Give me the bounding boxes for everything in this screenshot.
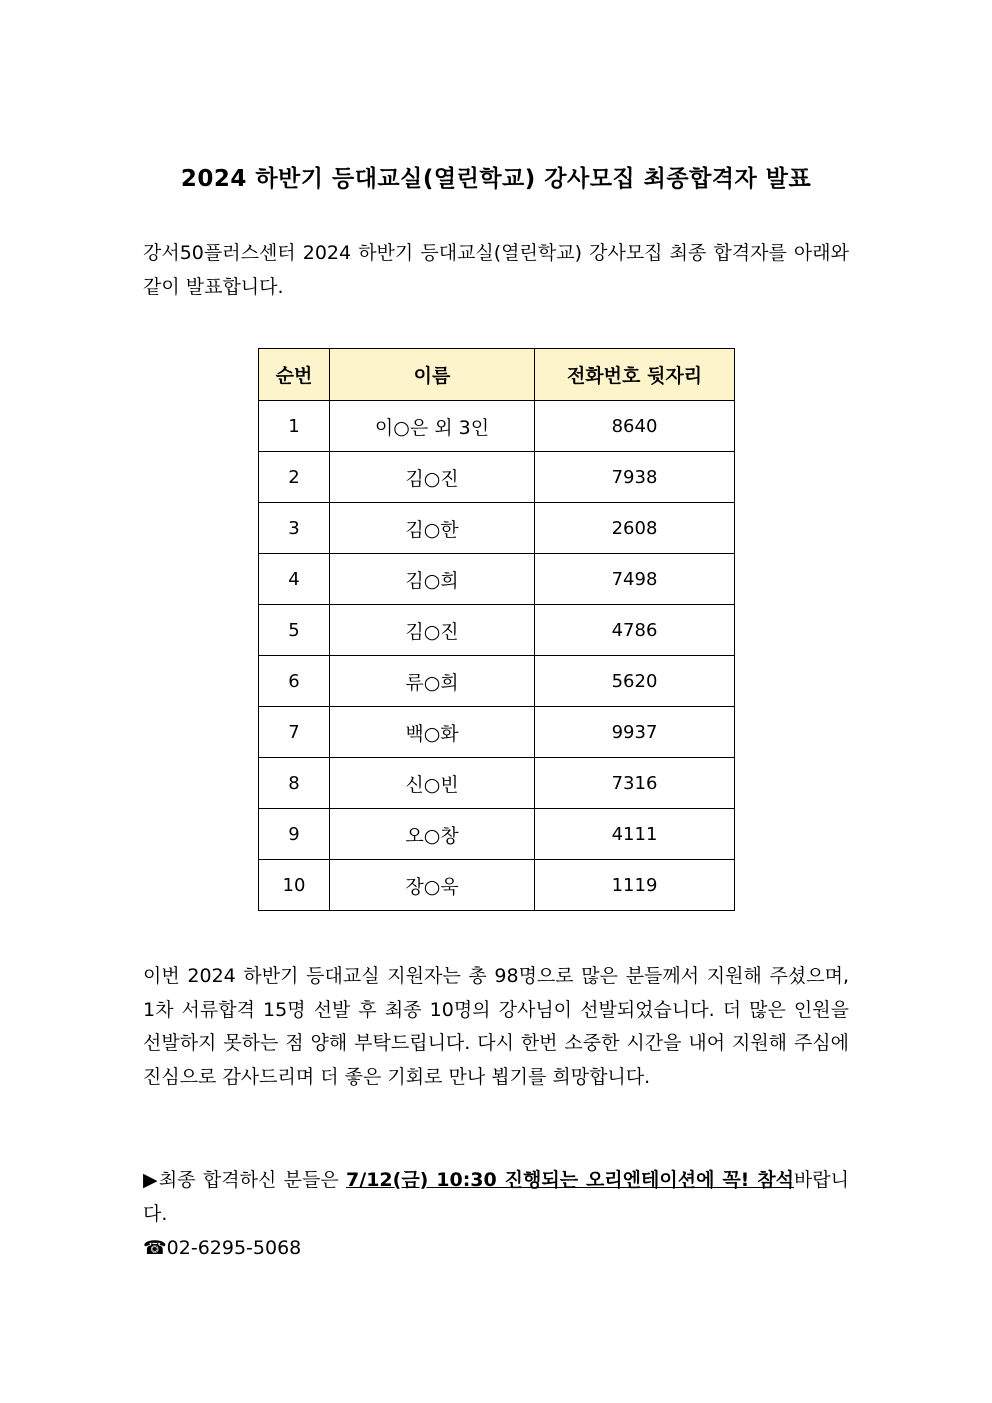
table-header-row bbox=[259, 349, 735, 401]
row-phone: 4111 bbox=[535, 809, 735, 860]
notice-suffix: 바랍니다. bbox=[143, 1169, 850, 1225]
telephone-icon: ☎ bbox=[143, 1237, 167, 1259]
row-phone: 8640 bbox=[535, 401, 735, 452]
row-phone: 4786 bbox=[535, 605, 735, 656]
table-row bbox=[259, 401, 735, 452]
body-paragraph: 이번 2024 하반기 등대교실 지원자는 총 98명으로 많은 분들께서 지원해 주셨으며, 1차 서류합격 15명 선발 후 최종 10명의 강사님이 선발되었습니다. 더 많은 인원을 선발하지 못하는 점 양해 부탁드립니다. 다시 한번 소중한 시간을 내어 지원해 주심에 진심으로 감사드리며 더 좋은 기회로 만나 뵙기를 희망합니다. bbox=[143, 965, 849, 1088]
header-phone: 전화번호 뒷자리 bbox=[535, 349, 735, 401]
row-name: 이○은 외 3인 bbox=[330, 401, 535, 452]
table-row bbox=[259, 758, 735, 809]
row-phone: 7498 bbox=[535, 554, 735, 605]
table-row bbox=[259, 656, 735, 707]
table-row bbox=[259, 860, 735, 911]
row-number: 5 bbox=[259, 605, 330, 656]
row-name: 류○희 bbox=[330, 656, 535, 707]
row-phone: 7316 bbox=[535, 758, 735, 809]
row-name: 김○희 bbox=[330, 554, 535, 605]
row-number: 1 bbox=[259, 401, 330, 452]
row-number: 8 bbox=[259, 758, 330, 809]
header-number: 순번 bbox=[259, 349, 330, 401]
table-row bbox=[259, 452, 735, 503]
row-number: 9 bbox=[259, 809, 330, 860]
table-row bbox=[259, 605, 735, 656]
row-phone: 7938 bbox=[535, 452, 735, 503]
row-name: 김○진 bbox=[330, 605, 535, 656]
notice-emphasis: 7/12(금) 10:30 진행되는 오리엔테이션에 꼭! 참석 bbox=[346, 1169, 794, 1191]
row-name: 신○빈 bbox=[330, 758, 535, 809]
notice-prefix: ▶최종 합격하신 분들은 bbox=[143, 1169, 347, 1191]
row-name: 김○진 bbox=[330, 452, 535, 503]
row-number: 10 bbox=[259, 860, 330, 911]
table-row bbox=[259, 809, 735, 860]
row-number: 2 bbox=[259, 452, 330, 503]
row-phone: 2608 bbox=[535, 503, 735, 554]
row-number: 6 bbox=[259, 656, 330, 707]
page-title: 2024 하반기 등대교실(열린학교) 강사모집 최종합격자 발표 bbox=[180, 166, 812, 192]
results-table bbox=[258, 348, 735, 911]
row-name: 장○욱 bbox=[330, 860, 535, 911]
table-row bbox=[259, 503, 735, 554]
header-name: 이름 bbox=[330, 349, 535, 401]
row-phone: 9937 bbox=[535, 707, 735, 758]
row-number: 4 bbox=[259, 554, 330, 605]
table-row bbox=[259, 554, 735, 605]
contact-line bbox=[143, 1233, 301, 1263]
orientation-notice bbox=[143, 1164, 849, 1231]
row-name: 오○창 bbox=[330, 809, 535, 860]
row-name: 백○화 bbox=[330, 707, 535, 758]
row-phone: 1119 bbox=[535, 860, 735, 911]
row-number: 7 bbox=[259, 707, 330, 758]
row-phone: 5620 bbox=[535, 656, 735, 707]
intro-paragraph: 강서50플러스센터 2024 하반기 등대교실(열린학교) 강사모집 최종 합격자를 아래와 같이 발표합니다. bbox=[143, 242, 849, 298]
row-name: 김○한 bbox=[330, 503, 535, 554]
contact-phone: 02-6295-5068 bbox=[166, 1237, 302, 1259]
row-number: 3 bbox=[259, 503, 330, 554]
table-row bbox=[259, 707, 735, 758]
